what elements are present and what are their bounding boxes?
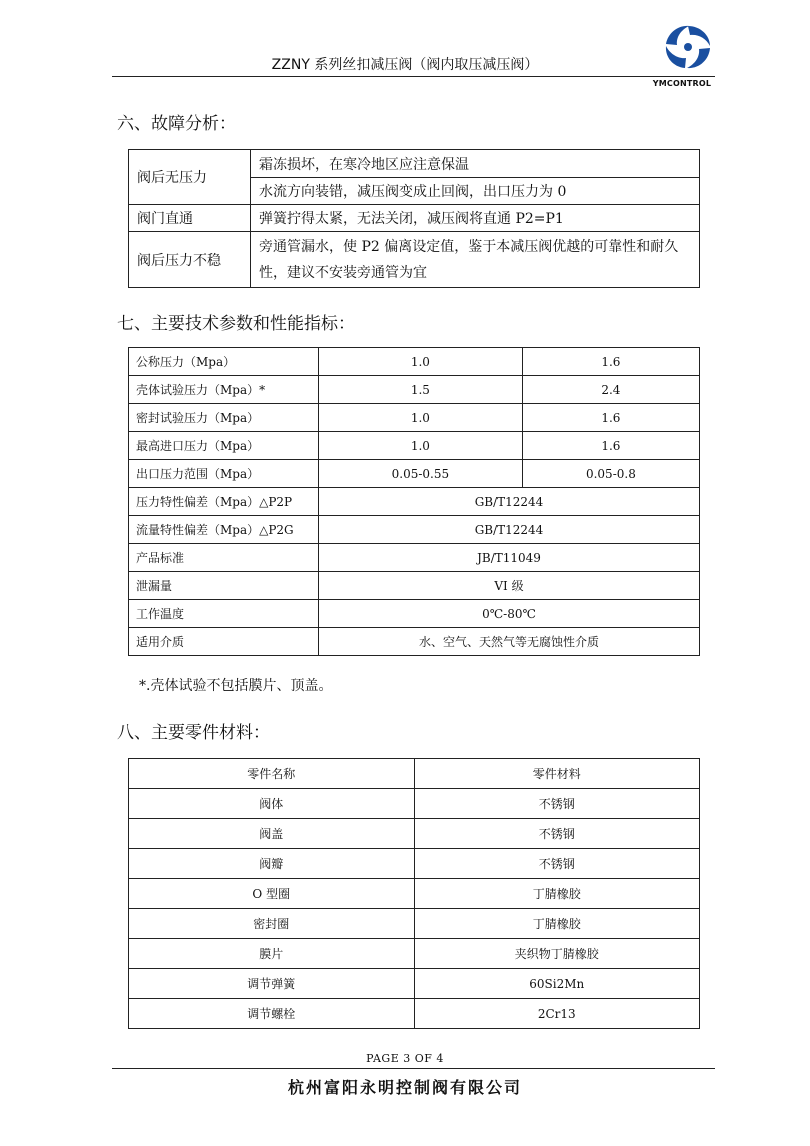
spec-label: 出口压力范围（Mpa） bbox=[129, 460, 319, 488]
part-name: 密封圈 bbox=[129, 909, 415, 939]
spec-value: 1.5 bbox=[319, 376, 523, 404]
part-material: 2Cr13 bbox=[414, 999, 700, 1029]
fault-label: 阀后无压力 bbox=[129, 150, 251, 205]
footer-divider bbox=[112, 1068, 715, 1069]
part-name: 调节螺栓 bbox=[129, 999, 415, 1029]
spec-value: 2.4 bbox=[522, 376, 699, 404]
column-header: 零件材料 bbox=[414, 759, 700, 789]
parts-material-table bbox=[128, 758, 700, 1029]
part-material: 丁腈橡胶 bbox=[414, 879, 700, 909]
spec-value: 1.0 bbox=[319, 348, 523, 376]
section-8-heading: 八、主要零件材料： bbox=[117, 723, 270, 743]
spec-label: 产品标准 bbox=[129, 544, 319, 572]
spec-label: 流量特性偏差（Mpa）△P2G bbox=[129, 516, 319, 544]
page-number: PAGE 3 OF 4 bbox=[366, 1052, 444, 1065]
part-name: O 型圈 bbox=[129, 879, 415, 909]
fault-label: 阀门直通 bbox=[129, 205, 251, 232]
fault-cause: 弹簧拧得太紧，无法关闭，减压阀将直通 P2=P1 bbox=[251, 205, 700, 232]
spec-label: 工作温度 bbox=[129, 600, 319, 628]
document-title: ZZNY 系列丝扣减压阀（阀内取压减压阀） bbox=[271, 57, 539, 73]
section-6-heading: 六、故障分析： bbox=[117, 114, 236, 134]
spec-label: 泄漏量 bbox=[129, 572, 319, 600]
part-material: 不锈钢 bbox=[414, 819, 700, 849]
spec-value: GB/T12244 bbox=[319, 516, 700, 544]
swirl-logo-icon bbox=[660, 22, 716, 72]
spec-label: 最高进口压力（Mpa） bbox=[129, 432, 319, 460]
fault-cause: 霜冻损坏，在寒冷地区应注意保温 bbox=[251, 150, 700, 178]
spec-value: 1.6 bbox=[522, 432, 699, 460]
spec-value: 1.6 bbox=[522, 404, 699, 432]
spec-table bbox=[128, 347, 700, 656]
header-divider bbox=[112, 76, 715, 77]
spec-label: 壳体试验压力（Mpa）* bbox=[129, 376, 319, 404]
part-name: 膜片 bbox=[129, 939, 415, 969]
part-name: 调节弹簧 bbox=[129, 969, 415, 999]
spec-value: 1.0 bbox=[319, 404, 523, 432]
part-material: 不锈钢 bbox=[414, 849, 700, 879]
spec-value: VI 级 bbox=[319, 572, 700, 600]
spec-footnote: *.壳体试验不包括膜片、顶盖。 bbox=[139, 678, 333, 694]
spec-label: 压力特性偏差（Mpa）△P2P bbox=[129, 488, 319, 516]
spec-value: 1.6 bbox=[522, 348, 699, 376]
part-name: 阀瓣 bbox=[129, 849, 415, 879]
column-header: 零件名称 bbox=[129, 759, 415, 789]
spec-value: 1.0 bbox=[319, 432, 523, 460]
spec-value: 0.05-0.55 bbox=[319, 460, 523, 488]
fault-analysis-table bbox=[128, 149, 700, 288]
part-material: 不锈钢 bbox=[414, 789, 700, 819]
logo-text: YMCONTROL bbox=[652, 79, 712, 88]
part-name: 阀体 bbox=[129, 789, 415, 819]
fault-label: 阀后压力不稳 bbox=[129, 232, 251, 288]
spec-value: 水、空气、天然气等无腐蚀性介质 bbox=[319, 628, 700, 656]
spec-label: 密封试验压力（Mpa） bbox=[129, 404, 319, 432]
part-name: 阀盖 bbox=[129, 819, 415, 849]
part-material: 夹织物丁腈橡胶 bbox=[414, 939, 700, 969]
section-7-heading: 七、主要技术参数和性能指标： bbox=[117, 314, 355, 334]
company-name: 杭州富阳永明控制阀有限公司 bbox=[287, 1078, 522, 1097]
part-material: 60Si2Mn bbox=[414, 969, 700, 999]
spec-label: 公称压力（Mpa） bbox=[129, 348, 319, 376]
spec-value: 0.05-0.8 bbox=[522, 460, 699, 488]
spec-value: GB/T12244 bbox=[319, 488, 700, 516]
spec-label: 适用介质 bbox=[129, 628, 319, 656]
fault-cause: 水流方向装错，减压阀变成止回阀，出口压力为 0 bbox=[251, 178, 700, 205]
part-material: 丁腈橡胶 bbox=[414, 909, 700, 939]
spec-value: JB/T11049 bbox=[319, 544, 700, 572]
spec-value: 0℃-80℃ bbox=[319, 600, 700, 628]
fault-cause: 旁通管漏水，使 P2 偏离设定值，鉴于本减压阀优越的可靠性和耐久性，建议不安装旁通管为宜 bbox=[251, 232, 700, 288]
